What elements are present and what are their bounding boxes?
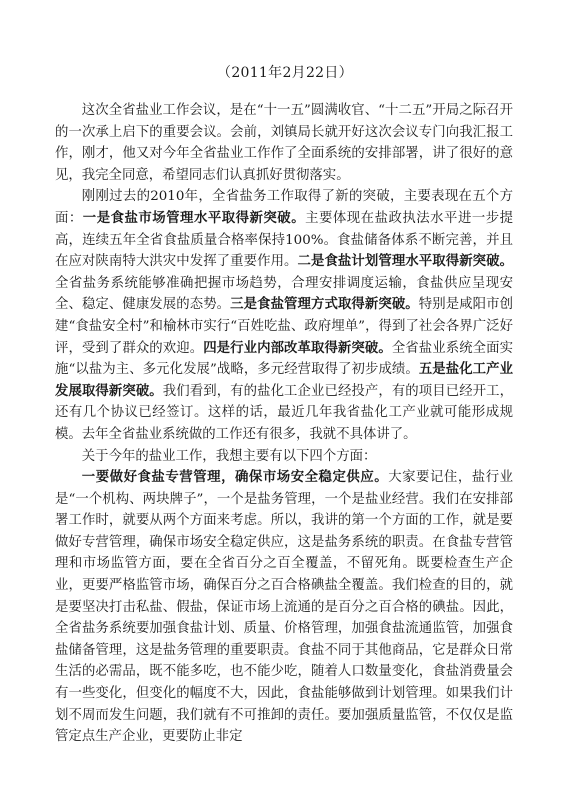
paragraph-text: 我们看到，有的盐化工企业已经投产，有的项目已经开工，还有几个协议已经签订。这样的话，最近几年我省盐化工产业就可能形成规模。去年全省盐业系统做的工作还有很多，我就不具体讲了。: [55, 383, 514, 442]
bold-heading-text: 三是食盐管理方式取得新突破。: [230, 296, 419, 313]
body-paragraph: [55, 186, 513, 445]
paragraph-text: 这次全省盐业工作会议，是在“十一五”圆满收官、“十二五”开局之际召开的一次承上启下的重要会议。会前，刘镇局长就开好这次会议专门向我汇报工作，刚才，他又对今年全省盐业工作作了全面系统的安排部署，讲了很好的意见，我完全同意，希望同志们认真抓好贯彻落实。: [55, 103, 513, 183]
document-body: [55, 100, 513, 748]
paragraph-text: 大家要记住，盐行业是“一个机构、两块牌子”，一个是盐务管理，一个是盐业经营。我们在安排部署工作时，就要从两个方面来考虑。所以，我讲的第一个方面的工作，就是要做好专营管理，确保市场安全稳定供应，这是盐务系统的职责。在食盐专营管理和市场监管方面，要在全省百分之百全覆盖，不留死角。既要检查生产企业，更要严格监管市场，确保百分之百合格碘盐全覆盖。我们检查的目的，就是要坚决打击私盐、假盐，保证市场上流通的是百分之百合格的碘盐。因此，全省盐务系统要加强食盐计划、质量、价格管理，加强食盐流通监管，加强食盐储备管理，这是盐务管理的重要职责。食盐不同于其他商品，它是群众日常生活的必需品，既不能多吃，也不能少吃，随着人口数量变化，食盐消费量会有一些变化，但变化的幅度不大，因此，食盐能够做到计划管理。如果我们计划不周而发生问题，我们就有不可推卸的责任。要加强质量监管，不仅仅是监管定点生产企业，更要防止非定: [55, 470, 514, 745]
body-paragraph: [55, 446, 513, 468]
body-paragraph: [55, 467, 513, 748]
paragraph-text: 关于今年的盐业工作，我想主要有以下四个方面：: [81, 448, 377, 464]
paragraph-text: 全省盐业系统全面实施“以盐为主、多元化发展”战略，多元经营取得了初步成绩。: [55, 340, 514, 378]
paragraph-text: 主要体现在盐政执法水平进一步提高，连续五年全省食盐质量合格率保持100%。食盐储备体系不断完善，并且在应对陕南特大洪灾中发挥了重要作用。: [55, 210, 514, 270]
paragraph-text: 特别是咸阳市创建“食盐安全村”和榆林市实行“百姓吃盐、政府埋单”，得到了社会各界广泛好评，受到了群众的欢迎。: [55, 297, 514, 356]
body-paragraph: [55, 100, 513, 186]
paragraph-text: 刚刚过去的2010年，全省盐务工作取得了新的突破，主要表现在五个方面：: [55, 189, 513, 226]
bold-heading-text: 四是行业内部改革取得新突破。: [203, 339, 392, 356]
bold-heading-text: 一要做好食盐专营管理，确保市场安全稳定供应。: [81, 469, 389, 486]
bold-heading-text: 二是食盐计划管理水平取得新突破。: [297, 253, 514, 270]
document-date: （2011年2月22日）: [217, 65, 353, 81]
bold-heading-text: 一是食盐市场管理水平取得新突破。: [82, 209, 306, 226]
bold-heading-text: 五是盐化工产业发展取得新突破。: [55, 361, 513, 399]
paragraph-text: 全省盐务系统能够准确把握市场趋势，合理安排调度运输，食盐供应呈现安全、稳定、健康发展的态势。: [55, 275, 513, 313]
